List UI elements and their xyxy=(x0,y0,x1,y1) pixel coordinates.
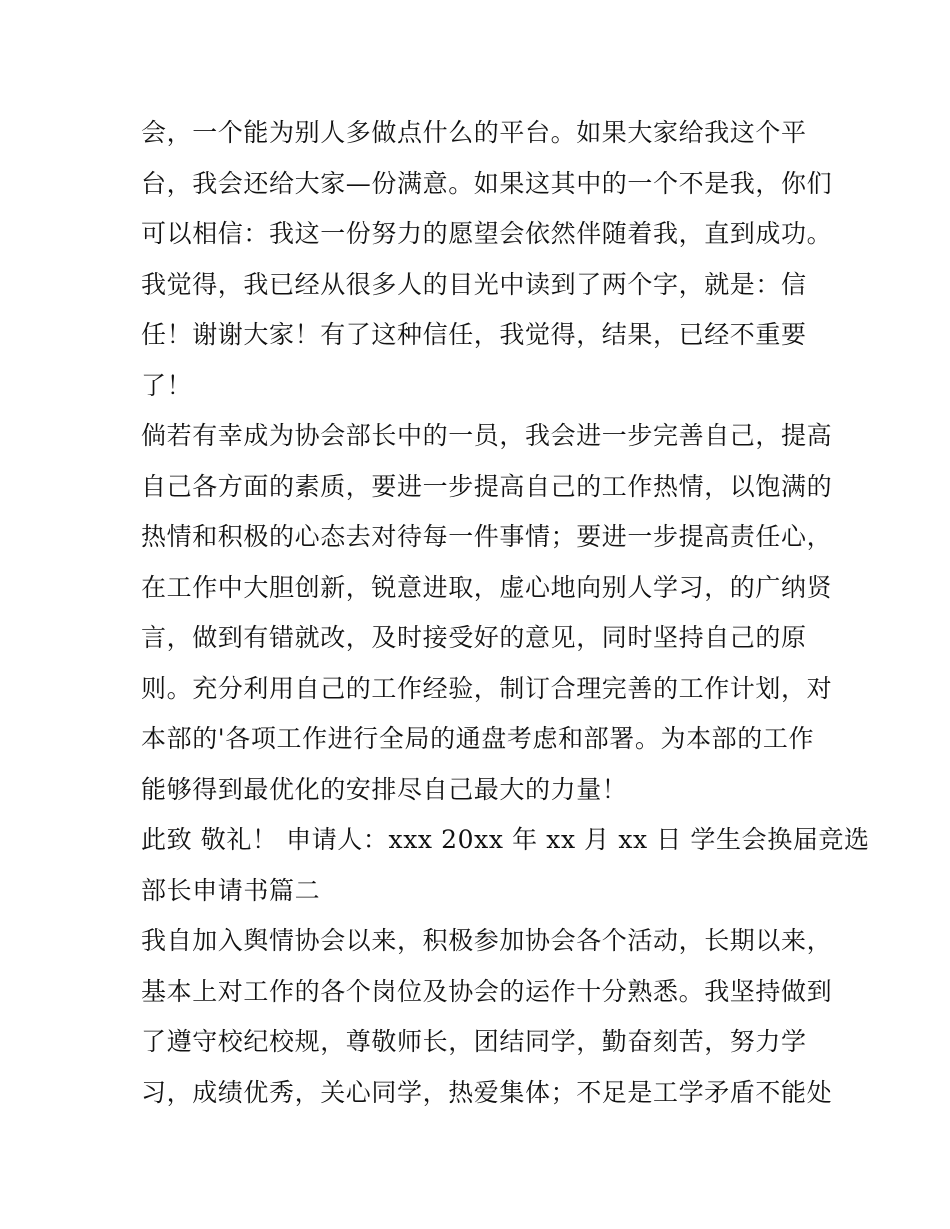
text-line: 会，一个能为别人多做点什么的平台。如果大家给我这个平 xyxy=(141,118,807,147)
text-line: 基本上对工作的各个岗位及协会的运作十分熟悉。我坚持做到 xyxy=(141,976,833,1006)
text-line: 在工作中大胆创新，锐意进取，虚心地向别人学习，的广纳贤 xyxy=(141,572,833,602)
text-line: 台，我会还给大家—份满意。如果这其中的一个不是我，你们 xyxy=(141,168,833,198)
text-line: 可以相信：我这一份努力的愿望会依然伴随着我，直到成功。 xyxy=(141,219,833,248)
text-line: 能够得到最优化的安排尽自己最大的力量！ xyxy=(141,774,628,804)
text-line: 则。充分利用自己的工作经验，制订合理完善的工作计划，对 xyxy=(141,673,833,703)
text-line: 倘若有幸成为协会部长中的一员，我会进一步完善自己，提高 xyxy=(141,421,833,450)
text-line: 本部的'各项工作进行全局的通盘考虑和部署。为本部的工作 xyxy=(141,724,815,753)
section-heading: 部长申请书篇二 xyxy=(141,875,321,905)
text-line: 了！ xyxy=(141,370,193,400)
text-line: 自己各方面的素质，要进一步提高自己的工作热情，以饱满的 xyxy=(141,471,833,501)
text-line: 我觉得，我已经从很多人的目光中读到了两个字，就是：信 xyxy=(141,269,807,299)
text-line: 习，成绩优秀，关心同学，热爱集体；不足是工学矛盾不能处 xyxy=(141,1077,833,1107)
text-line: 任！谢谢大家！有了这种信任，我觉得，结果，已经不重要 xyxy=(141,320,807,349)
document-body xyxy=(141,108,870,1118)
text-line: 我自加入舆情协会以来，积极参加协会各个活动，长期以来， xyxy=(141,926,833,955)
text-line: 了遵守校纪校规，尊敬师长，团结同学，勤奋刻苦，努力学 xyxy=(141,1027,807,1056)
text-line: 言，做到有错就改，及时接受好的意见，同时坚持自己的原 xyxy=(141,623,807,652)
text-line: 热情和积极的心态去对待每一件事情；要进一步提高责任心， xyxy=(141,522,833,551)
text-line: 此致 敬礼！ 申请人：xxx 20xx 年 xx 月 xx 日 学生会换届竞选 xyxy=(141,825,870,854)
